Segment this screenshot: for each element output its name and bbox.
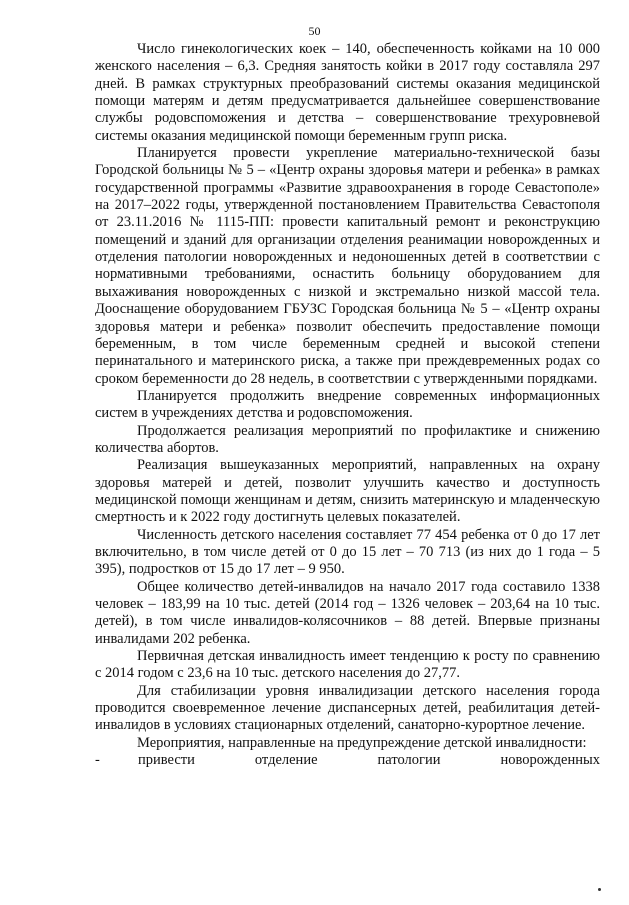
document-body — [95, 41, 600, 769]
page-number: 50 — [308, 24, 321, 38]
paragraph-gynecological-beds: Число гинекологических коек – 140, обеспеченность койками на 10 000 женского населения – 6,3. Средняя занятость койки в 2017 году составляла 297 дней. В рамках структурных преобразований системы оказания медицинской помощи матерям и детям предусматривается дальнейшее совершенствование службы родовспоможения и детства – совершенствование трехуровневой системы оказания медицинской помощи беременным групп риска. — [95, 41, 600, 144]
paragraph-disabled-children: Общее количество детей-инвалидов на начало 2017 года составило 1338 человек – 183,99 на 10 тыс. детей (2014 год – 1326 человек – 203,64 на 10 тыс. детей), в том числе инвалидов-колясочников – 88 детей. Впервые признаны инвалидами 202 ребенка. — [95, 578, 600, 647]
list-item-marker: - — [95, 752, 100, 769]
paragraph-prevention-measures-heading: Мероприятия, направленные на предупреждение детской инвалидности: — [137, 734, 587, 751]
paragraph-child-population: Численность детского населения составляет 77 454 ребенка от 0 до 17 лет включительно, в том числе детей от 0 до 15 лет – 70 713 (из них до 1 года – 5 395), подростков от 15 до 17 лет – 9 950. — [95, 526, 600, 578]
paragraph-abortion-prevention: Продолжается реализация мероприятий по профилактике и снижению количества абортов. — [95, 422, 600, 456]
list-item-text: привести отделение патологии новорожденных — [138, 752, 600, 769]
paragraph-hospital-5-upgrade: Планируется провести укрепление материально-технической базы Городской больницы № 5 – «Центр охраны здоровья матери и ребенка» в рамках государственной программы «Развитие здравоохранения в городе Севастополе» на 2017–2022 годы, утвержденной постановлением Правительства Севастополя от 23.11.2016 № 1115-ПП: провести капитальный ремонт и реконструкцию помещений и зданий для организации отделения реанимации новорожденных и отделения патологии новорожденных и недоношенных детей в соответствии с нормативными требованиями, оснастить больницу оборудованием для выхаживания новорожденных с низкой и экстремально низкой массой тела. Дооснащение оборудованием ГБУЗС Городская больница № 5 – «Центр охраны здоровья матери и ребенка» позволит обеспечить предоставление помощи беременным, в том числе беременным средней и высокой степени перинатального и материнского риска, а также при преждевременных родах со сроком беременности до 28 недель, в соответствии с утвержденными порядками. — [95, 145, 600, 387]
paragraph-stabilization-measures: Для стабилизации уровня инвалидизации детского населения города проводится своевременное лечение диспансерных детей, реабилитация детей-инвалидов в условиях стационарных отделений, санаторно-курортное лечение. — [95, 682, 600, 734]
paragraph-primary-disability-trend: Первичная детская инвалидность имеет тенденцию к росту по сравнению с 2014 годом с 23,6 на 10 тыс. детского населения до 27,77. — [95, 648, 600, 682]
paragraph-information-systems: Планируется продолжить внедрение современных информационных систем в учреждениях детства и родовспоможения. — [95, 387, 600, 422]
scan-artifact-dot — [598, 888, 601, 891]
list-item — [95, 752, 600, 769]
paragraph-expected-results: Реализация вышеуказанных мероприятий, направленных на охрану здоровья матерей и детей, позволит улучшить качество и доступность медицинской помощи женщинам и детям, снизить материнскую и младенческую смертность и к 2022 году достигнуть целевых показателей. — [95, 457, 600, 526]
